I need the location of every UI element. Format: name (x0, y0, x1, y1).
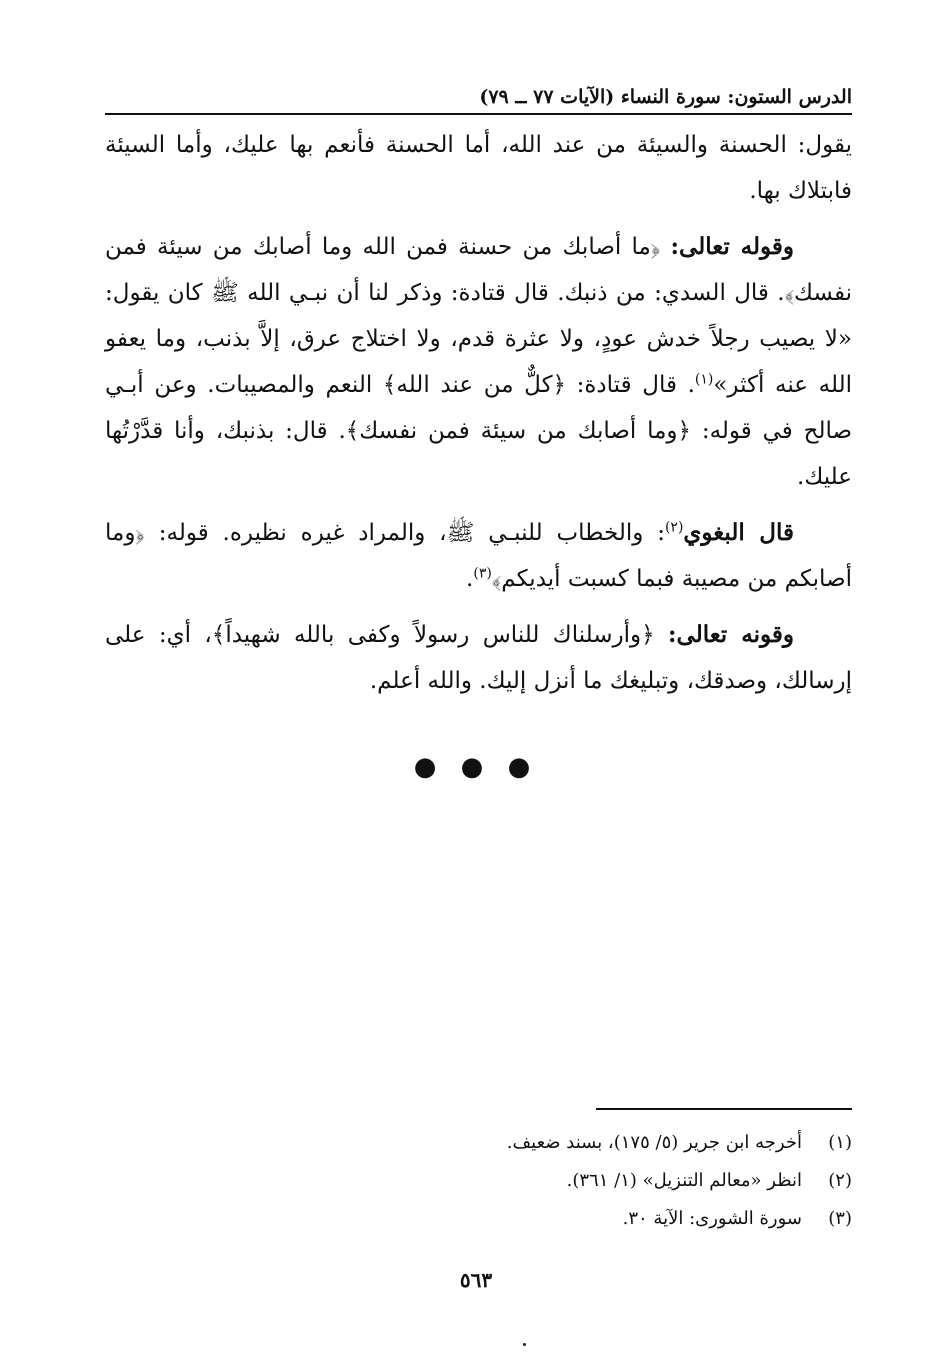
running-header: الدرس الستون: سورة النساء (الآيات ٧٧ ــ ٧٩) (479, 86, 852, 108)
paragraph-1 (105, 122, 852, 214)
footnote-1-text: أخرجه ابن جرير (٥/ ١٧٥)، بسند ضعيف. (506, 1132, 802, 1153)
paragraph-3-text: : والخطاب للنبـي ﷺ، والمراد غيره نظيره. قوله: ﴿وما أصابكم من مصيبة فبما كسبت أيديكم﴾ (105, 520, 852, 592)
header-rule (105, 113, 852, 115)
paragraph-2 (105, 224, 852, 500)
paragraph-4-text: ﴿وأرسلناك للناس رسولاً وكفى بالله شهيداً﴾، أي: على إرسالك، وصدقك، وتبليغك ما أنزل إليك. والله أعلم. (105, 622, 852, 694)
paragraph-3 (105, 510, 852, 602)
paragraph-3-tail: . (466, 566, 474, 592)
footnote-2 (105, 1162, 852, 1200)
page-number: ٥٦٣ (459, 1268, 493, 1292)
footnote-3 (105, 1200, 852, 1238)
paragraph-3-lead: قال البغوي (683, 519, 794, 546)
body-text (105, 122, 852, 714)
paragraph-2-text: ﴿ما أصابك من حسنة فمن الله وما أصابك من سيئة فمن نفسك﴾. قال السدي: من ذنبك. قال قتادة: وذكر لنا أن نبـي الله ﷺ كان يقول: «لا يصيب رجلاً خدش عودٍ، ولا عثرة قدم، ولا اختلاج عرق، إلاَّ بذنب، وما يعفو الله عنه أكثر» (105, 234, 852, 398)
footnote-ref-1[interactable]: (١) (694, 371, 714, 388)
section-separator: ● ● ● (413, 752, 539, 782)
footnote-3-number: (٣) (828, 1208, 852, 1229)
paragraph-1-text: يقول: الحسنة والسيئة من عند الله، أما الحسنة فأنعم بها عليك، وأما السيئة فابتلاك بها. (105, 132, 852, 204)
footnotes (105, 1124, 852, 1238)
paragraph-2-tail: . قال قتادة: ﴿كلٌّ من عند الله﴾ النعم والمصيبات. وعن أبـي صالح في قوله: ﴿وما أصابك من سيئة فمن نفسك﴾. قال: بذنبك، وأنا قدَّرْتُها عليك. (105, 372, 852, 490)
footnote-2-text: انظر «معالم التنزيل» (١/ ٣٦١). (566, 1170, 802, 1191)
footnote-ref-3[interactable]: (٣) (473, 565, 492, 582)
footnote-ref-2[interactable]: (٢) (664, 519, 684, 536)
paragraph-4-lead: وقونه تعالى: (668, 621, 795, 648)
footnote-2-number: (٢) (828, 1170, 852, 1191)
paragraph-2-lead: وقوله تعالى: (670, 233, 794, 260)
paragraph-4 (105, 612, 852, 704)
footnote-1-number: (١) (828, 1132, 852, 1153)
footnote-3-text: سورة الشورى: الآية ٣٠. (622, 1208, 802, 1229)
scan-speck (523, 1343, 526, 1346)
footnote-rule (596, 1108, 852, 1110)
footnote-1 (105, 1124, 852, 1162)
